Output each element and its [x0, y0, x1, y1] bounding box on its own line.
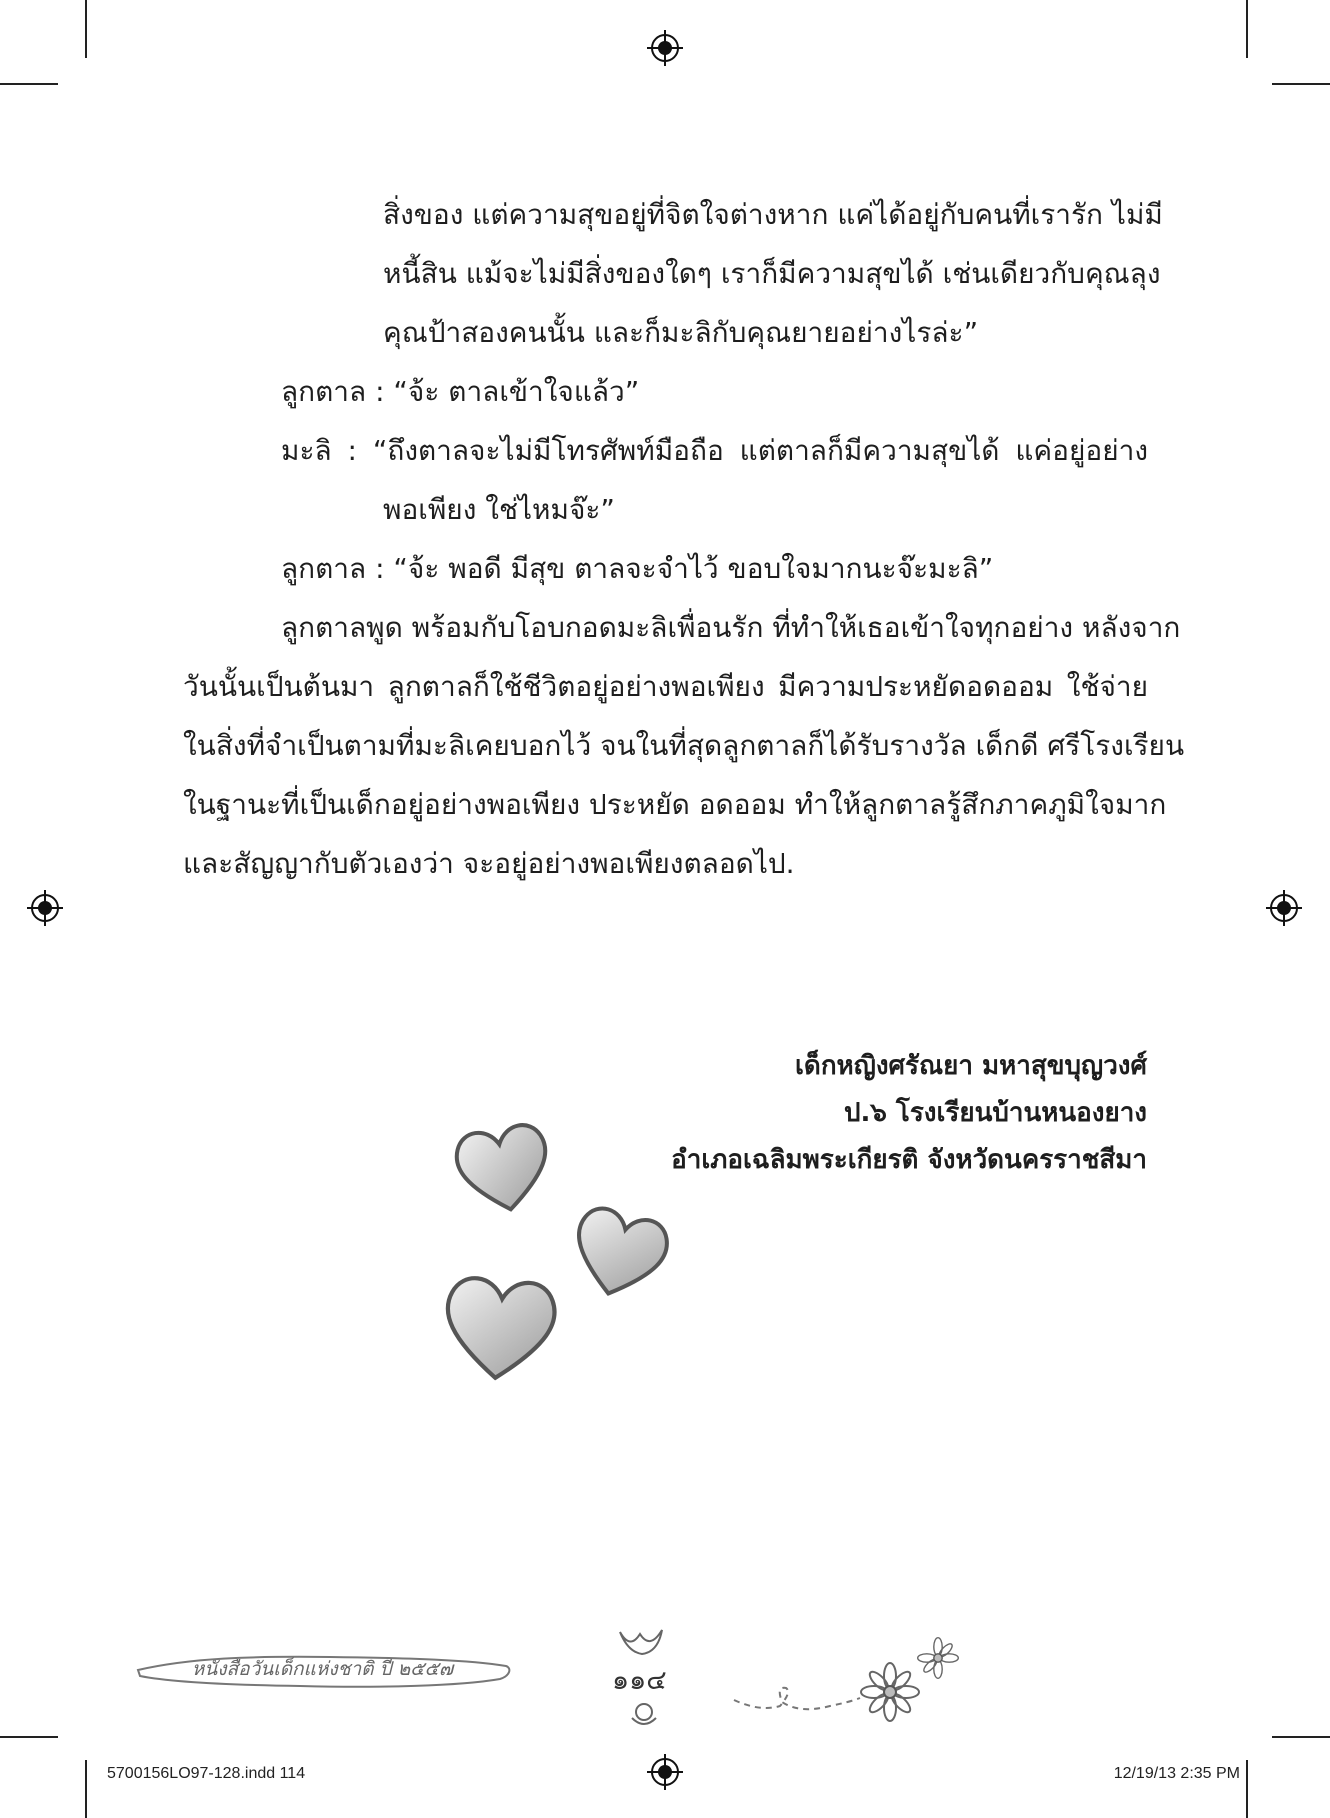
page-number: ๑๑๔	[612, 1665, 667, 1696]
heart-icon	[445, 1276, 557, 1382]
print-slug-filename: 5700156LO97-128.indd 114	[107, 1765, 306, 1782]
paragraph-line: ในสิ่งที่จำเป็นตามที่มะลิเคยบอกไว้ จนในที่สุดลูกตาลก็ได้รับรางวัล เด็กดี ศรีโรงเรียน	[183, 729, 1185, 762]
paragraph-line: ลูกตาลพูด พร้อมกับโอบกอดมะลิเพื่อนรัก ที่ทำให้เธอเข้าใจทุกอย่าง หลังจาก	[281, 611, 1181, 644]
paragraph-line: ในฐานะที่เป็นเด็กอยู่อย่างพอเพียง ประหยัด อดออม ทำให้ลูกตาลรู้สึกภาคภูมิใจมาก	[183, 788, 1167, 821]
hearts-illustration	[445, 1110, 685, 1400]
story-line: สิ่งของ แต่ความสุขอยู่ที่จิตใจต่างหาก แค่ได้อยู่กับคนที่เรารัก ไม่มี	[383, 198, 1163, 231]
heart-icon	[565, 1203, 672, 1305]
dialogue-line: มะลิ : “ถึงตาลจะไม่มีโทรศัพท์มือถือ แต่ตาลก็มีความสุขได้ แค่อยู่อย่าง	[281, 434, 1148, 467]
registration-mark-icon	[25, 888, 65, 928]
dialogue-line: ลูกตาล : “จ้ะ ตาลเข้าใจแล้ว”	[281, 375, 640, 408]
crop-mark	[1272, 83, 1330, 85]
paragraph-line: และสัญญากับตัวเองว่า จะอยู่อย่างพอเพียงตลอดไป.	[183, 847, 795, 880]
crop-mark	[85, 1760, 87, 1818]
flower-icon	[918, 1638, 959, 1679]
crop-mark	[1272, 1736, 1330, 1738]
crop-mark	[1246, 1760, 1248, 1818]
registration-mark-icon	[645, 1752, 685, 1792]
story-line: หนี้สิน แม้จะไม่มีสิ่งของใดๆ เราก็มีความสุขได้ เช่นเดียวกับคุณลุง	[383, 257, 1161, 290]
flowers-illustration	[730, 1630, 960, 1730]
author-byline	[671, 1043, 1147, 1184]
author-district: อำเภอเฉลิมพระเกียรติ จังหวัดนครราชสีมา	[671, 1145, 1147, 1175]
print-slug-datetime: 12/19/13 2:35 PM	[1113, 1765, 1240, 1782]
registration-mark-icon	[1264, 888, 1304, 928]
crop-mark	[0, 83, 58, 85]
crop-mark	[0, 1736, 58, 1738]
crop-mark	[85, 0, 87, 58]
story-text	[183, 185, 1185, 893]
paragraph-line: วันนั้นเป็นต้นมา ลูกตาลก็ใช้ชีวิตอยู่อย่างพอเพียง มีความประหยัดอดออม ใช้จ่าย	[183, 670, 1148, 703]
story-line: คุณป้าสองคนนั้น และก็มะลิกับคุณยายอย่างไรล่ะ”	[383, 316, 979, 349]
dialogue-line: พอเพียง ใช่ไหมจ๊ะ”	[383, 493, 615, 526]
author-school: ป.๖ โรงเรียนบ้านหนองยาง	[843, 1098, 1147, 1128]
registration-mark-icon	[645, 28, 685, 68]
footer-book-title	[130, 1646, 515, 1692]
book-title-text: หนังสือวันเด็กแห่งชาติ ปี ๒๕๕๗	[191, 1658, 454, 1680]
dialogue-line: ลูกตาล : “จ้ะ พอดี มีสุข ตาลจะจำไว้ ขอบใจมากนะจ๊ะมะลิ”	[281, 552, 994, 585]
heart-icon	[453, 1122, 555, 1217]
flower-icon	[861, 1663, 919, 1721]
author-name: เด็กหญิงศรัณยา มหาสุขบุญวงศ์	[795, 1051, 1147, 1081]
crop-mark	[1246, 0, 1248, 58]
